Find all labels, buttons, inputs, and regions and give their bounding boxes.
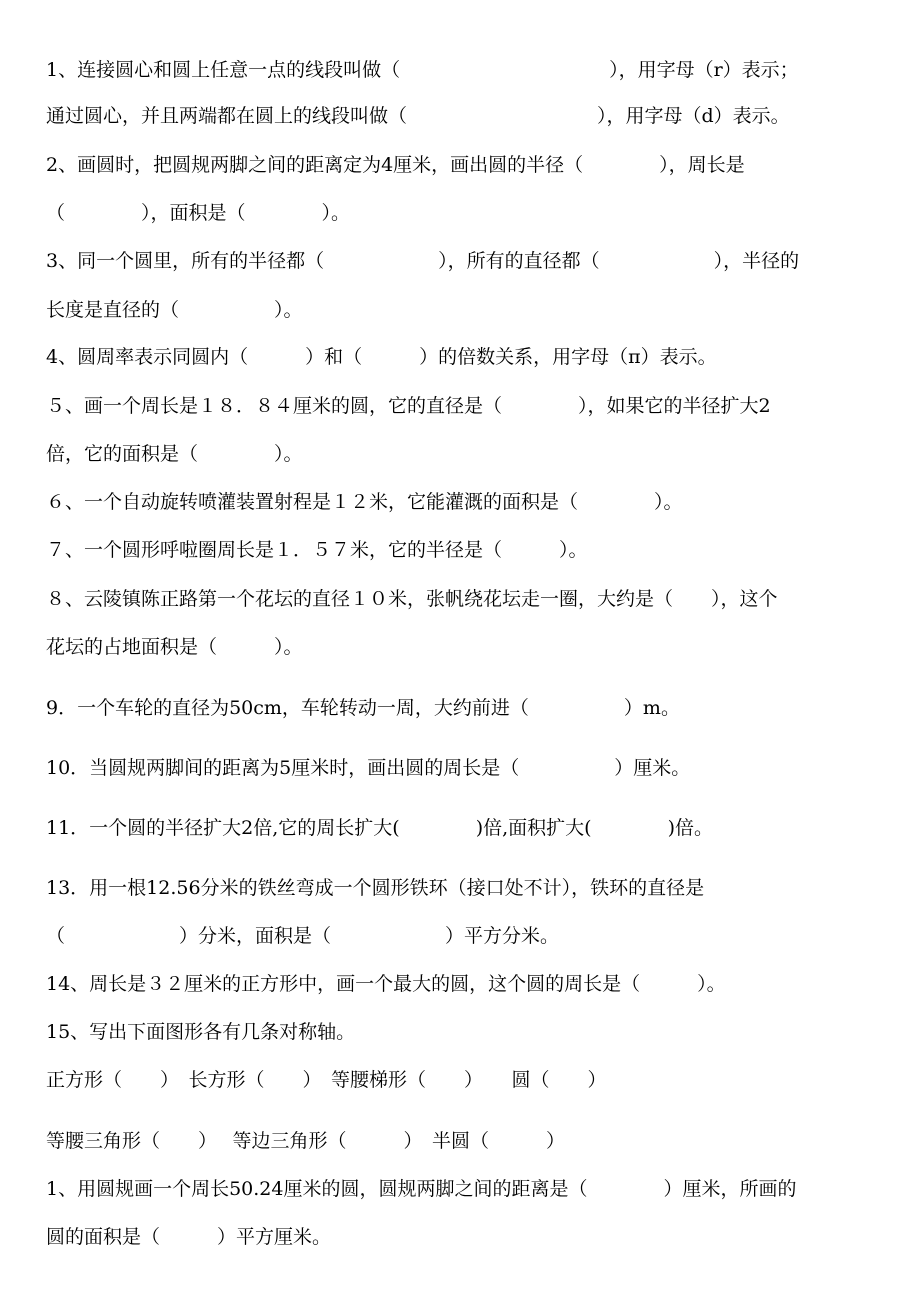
question-2-line-1: 2、画圆时，把圆规两脚之间的距离定为4厘米，画出圆的半径（ ），周长是 — [46, 154, 745, 176]
question-1-line-1: 1、连接圆心和圆上任意一点的线段叫做（ ），用字母（r）表示； — [46, 59, 799, 81]
question-7: ７、一个圆形呼啦圈周长是１．５７米，它的半径是（ ）。 — [46, 539, 588, 561]
question-1-line-2: 通过圆心，并且两端都在圆上的线段叫做（ ），用字母（d）表示。 — [46, 105, 790, 127]
question-5-line-1: ５、画一个周长是１８．８４厘米的圆，它的直径是（ ），如果它的半径扩大2 — [46, 395, 771, 417]
question-8-line-1: ８、云陵镇陈正路第一个花坛的直径１０米，张帆绕花坛走一圈，大约是（ ），这个 — [46, 588, 778, 610]
question-10: 10．当圆规两脚间的距离为5厘米时，画出圆的周长是（ ）厘米。 — [46, 757, 691, 779]
question-15-shapes-row-1: 正方形（ ） 长方形（ ） 等腰梯形（ ） 圆（ ） — [46, 1069, 607, 1091]
question-2-line-2: （ ），面积是（ ）。 — [46, 202, 351, 224]
question-3-line-1: 3、同一个圆里，所有的半径都（ ），所有的直径都（ ），半径的 — [46, 250, 800, 272]
question-3-line-2: 长度是直径的（ ）。 — [46, 299, 303, 321]
extra-question-1-line-2: 圆的面积是（ ）平方厘米。 — [46, 1226, 332, 1248]
question-11: 11．一个圆的半径扩大2倍,它的周长扩大( )倍,面积扩大( )倍。 — [46, 817, 713, 839]
question-15: 15、写出下面图形各有几条对称轴。 — [46, 1021, 356, 1043]
question-13-line-2: （ ）分米，面积是（ ）平方分米。 — [46, 925, 560, 947]
question-5-line-2: 倍，它的面积是（ ）。 — [46, 443, 303, 465]
question-15-shapes-row-2: 等腰三角形（ ） 等边三角形（ ） 半圆（ ） — [46, 1130, 566, 1152]
question-13-line-1: 13．用一根12.56分米的铁丝弯成一个圆形铁环（接口处不计），铁环的直径是 — [46, 877, 705, 899]
question-9: 9．一个车轮的直径为50cm，车轮转动一周，大约前进（ ）m。 — [46, 697, 680, 719]
question-8-line-2: 花坛的占地面积是（ ）。 — [46, 636, 303, 658]
question-14: 14、周长是３２厘米的正方形中，画一个最大的圆，这个圆的周长是（ ）。 — [46, 973, 726, 995]
question-6: ６、一个自动旋转喷灌装置射程是１２米，它能灌溉的面积是（ ）。 — [46, 491, 683, 513]
question-4: 4、圆周率表示同圆内（ ）和（ ）的倍数关系，用字母（π）表示。 — [46, 346, 717, 368]
extra-question-1-line-1: 1、用圆规画一个周长50.24厘米的圆，圆规两脚之间的距离是（ ）厘米，所画的 — [46, 1178, 797, 1200]
